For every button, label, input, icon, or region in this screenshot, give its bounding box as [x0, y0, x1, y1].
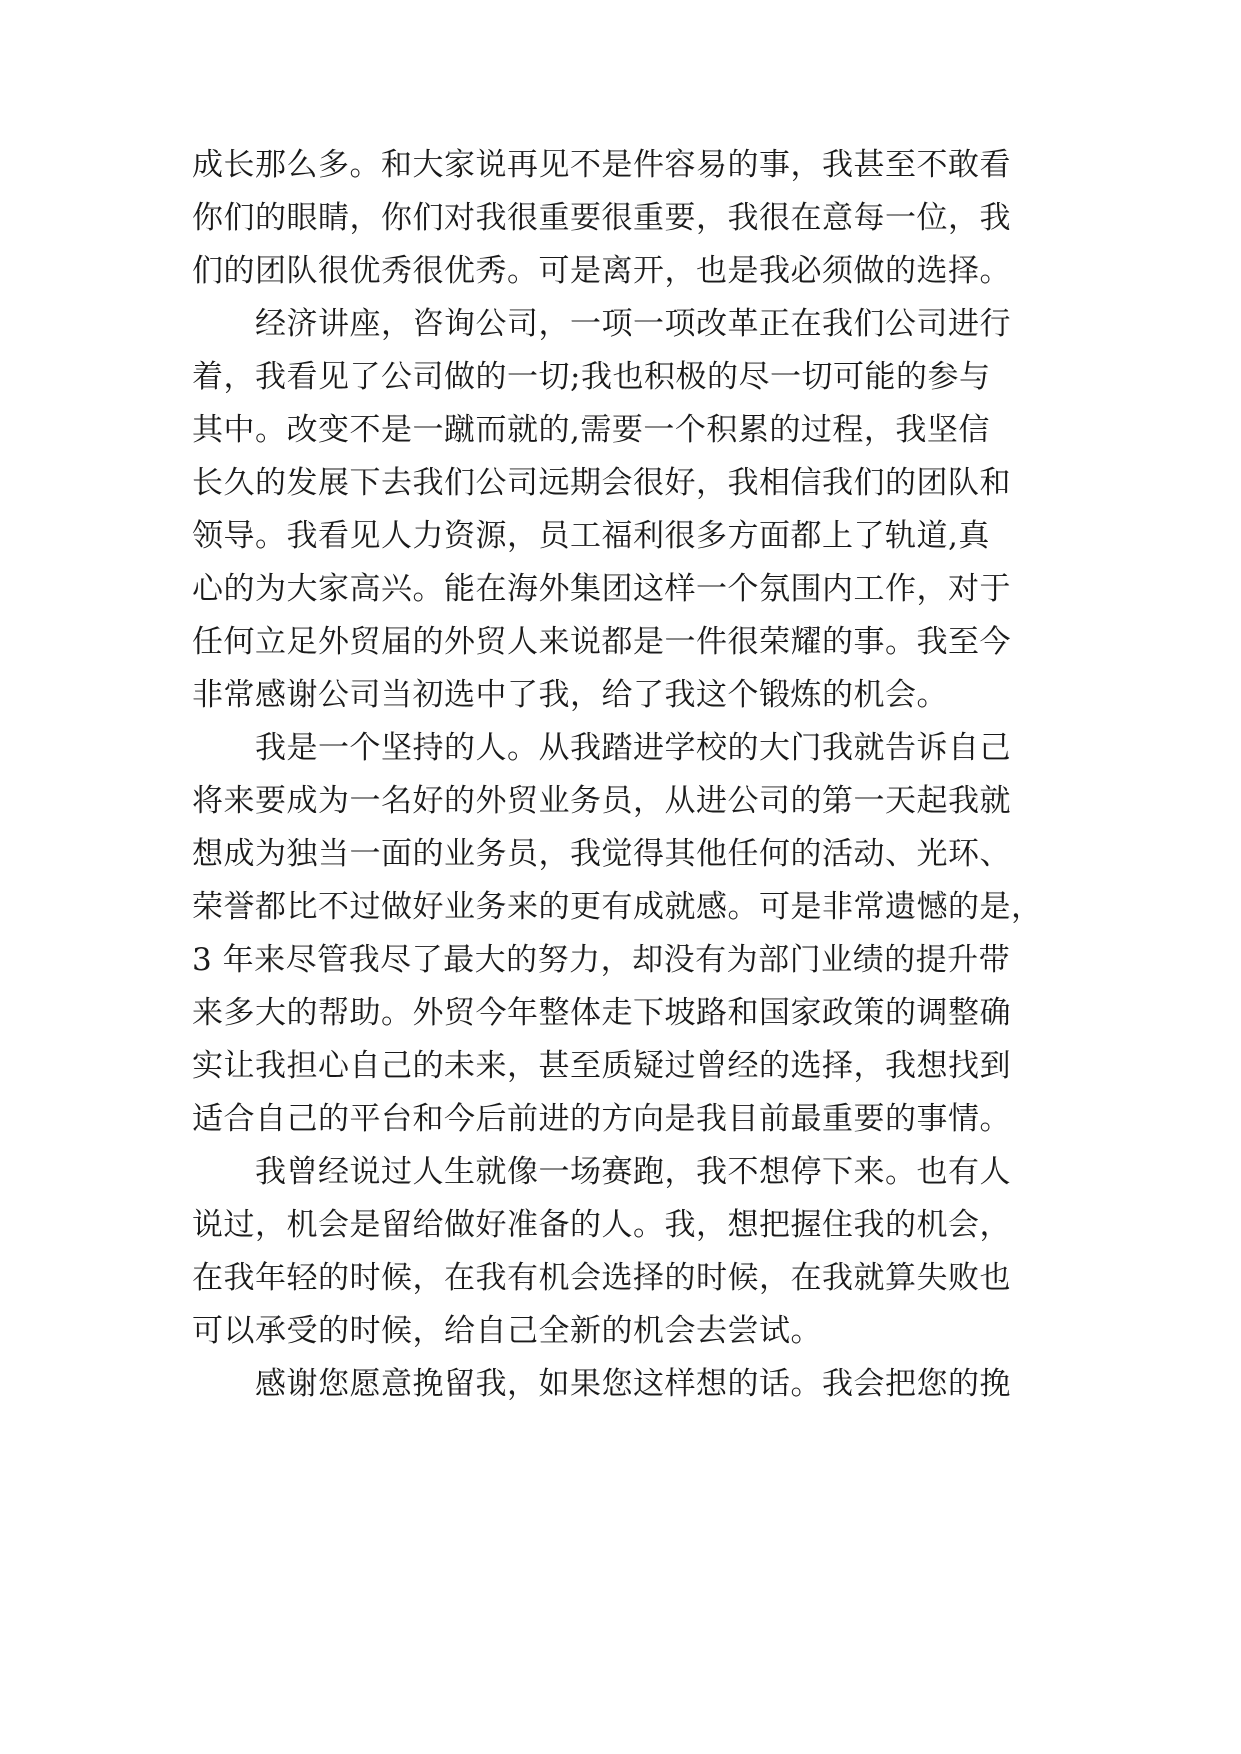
text-line: 说过，机会是留给做好准备的人。我，想把握住我的机会，: [192, 1207, 1011, 1243]
paragraph-start-line: 我是一个坚持的人。从我踏进学校的大门我就告诉自己: [255, 730, 1011, 766]
text-line: 你们的眼睛，你们对我很重要很重要，我很在意每一位，我: [192, 200, 1011, 236]
text-line: 着，我看见了公司做的一切;我也积极的尽一切可能的参与: [192, 359, 991, 395]
text-line: 将来要成为一名好的外贸业务员，从进公司的第一天起我就: [192, 783, 1011, 819]
paragraph-start-line: 我曾经说过人生就像一场赛跑，我不想停下来。也有人: [255, 1154, 1011, 1190]
text-line: 任何立足外贸届的外贸人来说都是一件很荣耀的事。我至今: [192, 624, 1011, 660]
text-line: 适合自己的平台和今后前进的方向是我目前最重要的事情。: [192, 1101, 1011, 1137]
text-line: 3 年来尽管我尽了最大的努力，却没有为部门业绩的提升带: [192, 942, 1011, 978]
text-line: 非常感谢公司当初选中了我，给了我这个锻炼的机会。: [192, 677, 948, 713]
text-line: 其中。改变不是一蹴而就的,需要一个积累的过程，我坚信: [192, 412, 990, 448]
text-line: 想成为独当一面的业务员，我觉得其他任何的活动、光环、: [192, 836, 1011, 872]
text-line: 荣誉都比不过做好业务来的更有成就感。可是非常遗憾的是，: [192, 889, 1043, 925]
text-line: 成长那么多。和大家说再见不是件容易的事，我甚至不敢看: [192, 147, 1011, 183]
text-line: 来多大的帮助。外贸今年整体走下坡路和国家政策的调整确: [192, 995, 1011, 1031]
text-line: 长久的发展下去我们公司远期会很好，我相信我们的团队和: [192, 465, 1011, 501]
text-line: 们的团队很优秀很优秀。可是离开，也是我必须做的选择。: [192, 253, 1011, 289]
paragraph-start-line: 经济讲座，咨询公司，一项一项改革正在我们公司进行: [255, 306, 1011, 342]
text-line: 实让我担心自己的未来，甚至质疑过曾经的选择，我想找到: [192, 1048, 1011, 1084]
text-line: 可以承受的时候，给自己全新的机会去尝试。: [192, 1313, 822, 1349]
text-line: 领导。我看见人力资源，员工福利很多方面都上了轨道,真: [192, 518, 990, 554]
text-line: 在我年轻的时候，在我有机会选择的时候，在我就算失败也: [192, 1260, 1011, 1296]
paragraph-start-line: 感谢您愿意挽留我，如果您这样想的话。我会把您的挽: [255, 1366, 1011, 1402]
text-line: 心的为大家高兴。能在海外集团这样一个氛围内工作，对于: [192, 571, 1011, 607]
